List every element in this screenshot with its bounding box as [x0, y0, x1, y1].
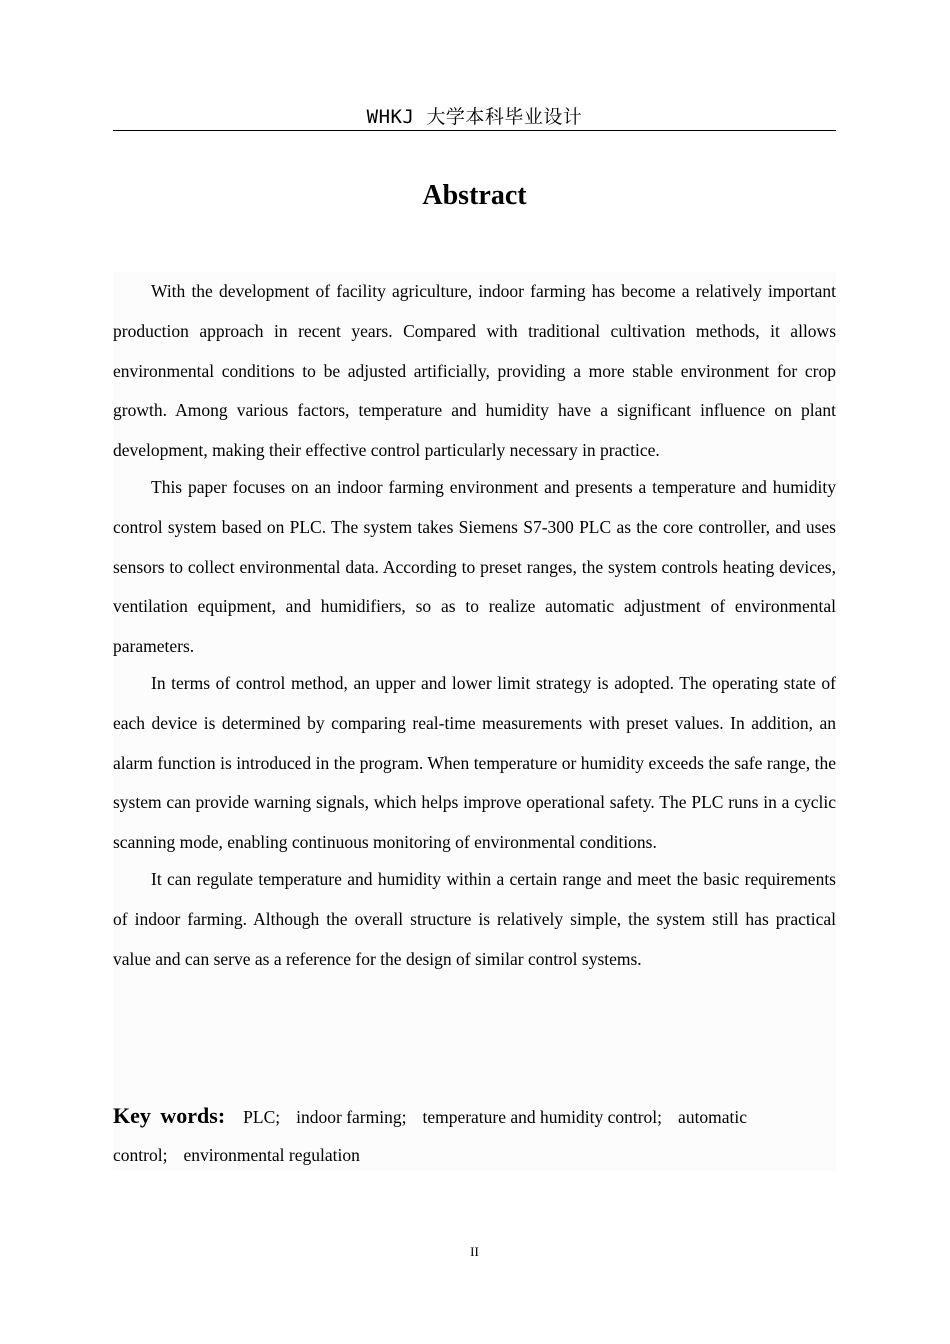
abstract-paragraph-3: In terms of control method, an upper and lower limit strategy is adopted. The operating state of each device is determined by comparing real-time measurements with preset values. In addition, an alarm function is introduced in the program. When temperature or humidity exceeds the safe range, the system can provide warning signals, which helps improve operational safety. The PLC runs in a cyclic scanning mode, enabling continuous monitoring of environmental conditions.: [113, 672, 836, 853]
keywords-line: [113, 1097, 836, 1174]
abstract-body: [113, 272, 836, 1170]
keyword-item: temperature and humidity control;: [422, 1107, 663, 1127]
keyword-item: indoor farming;: [296, 1107, 407, 1127]
abstract-paragraph-1: With the development of facility agriculture, indoor farming has become a relatively important production approach in recent years. Compared with traditional cultivation methods, it allows environmental conditions to be adjusted artificially, providing a more stable environment for crop growth. Among various factors, temperature and humidity have a significant influence on plant development, making their effective control particularly necessary in practice.: [113, 281, 836, 461]
page-number: II: [470, 1244, 479, 1259]
keyword-item: automatic control;: [113, 1107, 748, 1165]
keywords-label: Key words:: [113, 1103, 226, 1128]
page-header: WHKJ 大学本科毕业设计: [113, 104, 836, 131]
keyword-item: environmental regulation: [183, 1145, 360, 1165]
abstract-paragraph-4: It can regulate temperature and humidity within a certain range and meet the basic requirements of indoor farming. Although the overall structure is relatively simple, the system still has practical value and can serve as a reference for the design of similar control systems.: [113, 868, 836, 969]
page-title: Abstract: [422, 180, 527, 211]
keyword-item: PLC;: [243, 1107, 281, 1127]
abstract-paragraph-2: This paper focuses on an indoor farming environment and presents a temperature and humidity control system based on PLC. The system takes Siemens S7-300 PLC as the core controller, and uses sensors to collect environmental data. According to preset ranges, the system controls heating devices, ventilation equipment, and humidifiers, so as to realize automatic adjustment of environmental parameters.: [113, 476, 836, 657]
